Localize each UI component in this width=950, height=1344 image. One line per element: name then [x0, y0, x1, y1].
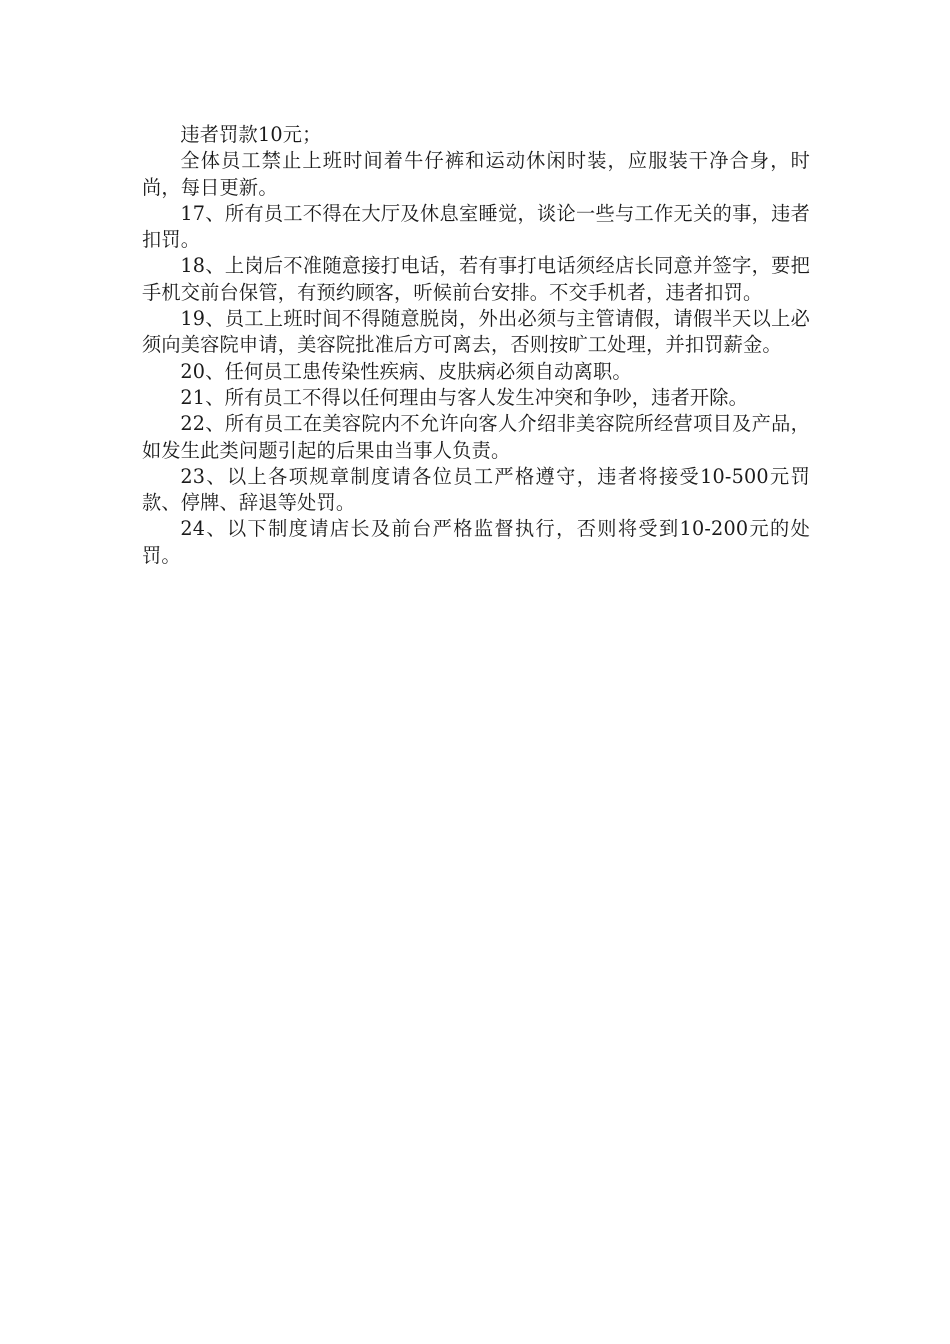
paragraph-rule-19: 19、员工上班时间不得随意脱岗，外出必须与主管请假，请假半天以上必须向美容院申请，美容院批准后方可离去，否则按旷工处理，并扣罚薪金。	[142, 307, 810, 357]
paragraph-rule-17: 17、所有员工不得在大厅及休息室睡觉，谈论一些与工作无关的事，违者扣罚。	[142, 201, 810, 252]
paragraph-rule-23: 23、以上各项规章制度请各位员工严格遵守，违者将接受10-500元罚款、停牌、辞退等处罚。	[142, 464, 810, 515]
paragraph-rule-20: 20、任何员工患传染性疾病、皮肤病必须自动离职。	[180, 359, 632, 383]
document-body	[142, 122, 810, 569]
paragraph-dress-code: 全体员工禁止上班时间着牛仔裤和运动休闲时装，应服装干净合身，时尚，每日更新。	[142, 149, 810, 199]
paragraph-rule-22: 22、所有员工在美容院内不允许向客人介绍非美容院所经营项目及产品，如发生此类问题引起的后果由当事人负责。	[142, 412, 810, 462]
paragraph-rule-18: 18、上岗后不准随意接打电话，若有事打电话须经店长同意并签字，要把手机交前台保管，有预约顾客，听候前台安排。不交手机者，违者扣罚。	[142, 254, 810, 304]
paragraph-fine-continuation: 违者罚款10元；	[180, 123, 322, 146]
paragraph-rule-24: 24、以下制度请店长及前台严格监督执行，否则将受到10-200元的处罚。	[142, 517, 810, 567]
paragraph-rule-21: 21、所有员工不得以任何理由与客人发生冲突和争吵，违者开除。	[180, 385, 749, 409]
